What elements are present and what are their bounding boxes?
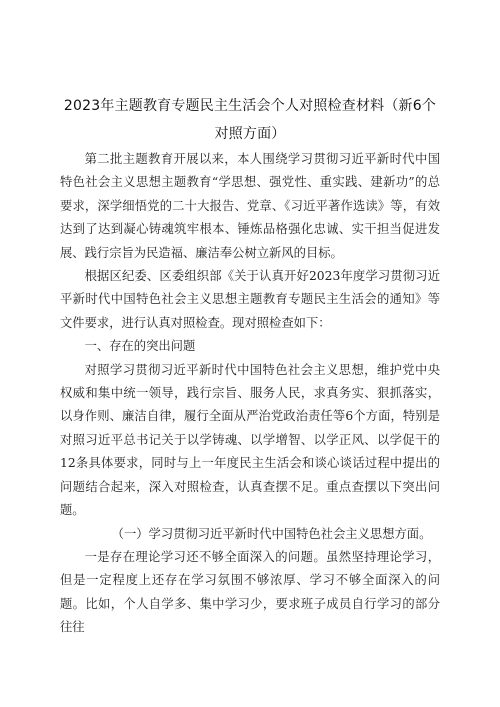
document-title: 2023年主题教育专题民主生活会个人对照检查材料（新6个对照方面） (63, 98, 437, 142)
section-paragraph: 对照学习贯彻习近平新时代中国特色社会主义思想，维护党中央权威和集中统一领导，践行宗旨、服务人民，求真务实、狠抓落实，以身作则、廉洁自律，履行全面从严治党政治责任等6个方面，特别是对照习近平总书记关于以学铸魂、以学增智、以学正风、以学促干的12条具体要求，同时与上一年度民主生活会和谈心谈话过程中提出的问题结合起来，深入对照检查，认真查摆不足。重点查摆以下突出问题。 (60, 362, 440, 518)
basis-paragraph: 根据区纪委、区委组织部《关于认真开好2023年度学习贯彻习近平新时代中国特色社会主义思想主题教育专题民主生活会的通知》等文件要求，进行认真对照检查。现对照检查如下： (60, 269, 440, 330)
problem-paragraph: 一是存在理论学习还不够全面深入的问题。虽然坚持理论学习，但是一定程度上还存在学习氛围不够浓厚、学习不够全面深入的问题。比如，个人自学多、集中学习少，要求班子成员自行学习的部分往往 (60, 549, 440, 635)
intro-paragraph: 第二批主题教育开展以来，本人围绕学习贯彻习近平新时代中国特色社会主义思想主题教育“学思想、强党性、重实践、建新功”的总要求，深学细悟党的二十大报告、党章、《习近平著作选读》等，有效达到了达到凝心铸魂筑牢根本、锤炼品格强化忠诚、实干担当促进发展、践行宗旨为民造福、廉洁奉公树立新风的目标。 (60, 152, 440, 260)
subsection-heading: （一）学习贯彻习近平新时代中国特色社会主义思想方面。 (111, 526, 432, 541)
document-body (60, 148, 440, 640)
section-heading: 一、存在的突出问题 (84, 339, 196, 354)
